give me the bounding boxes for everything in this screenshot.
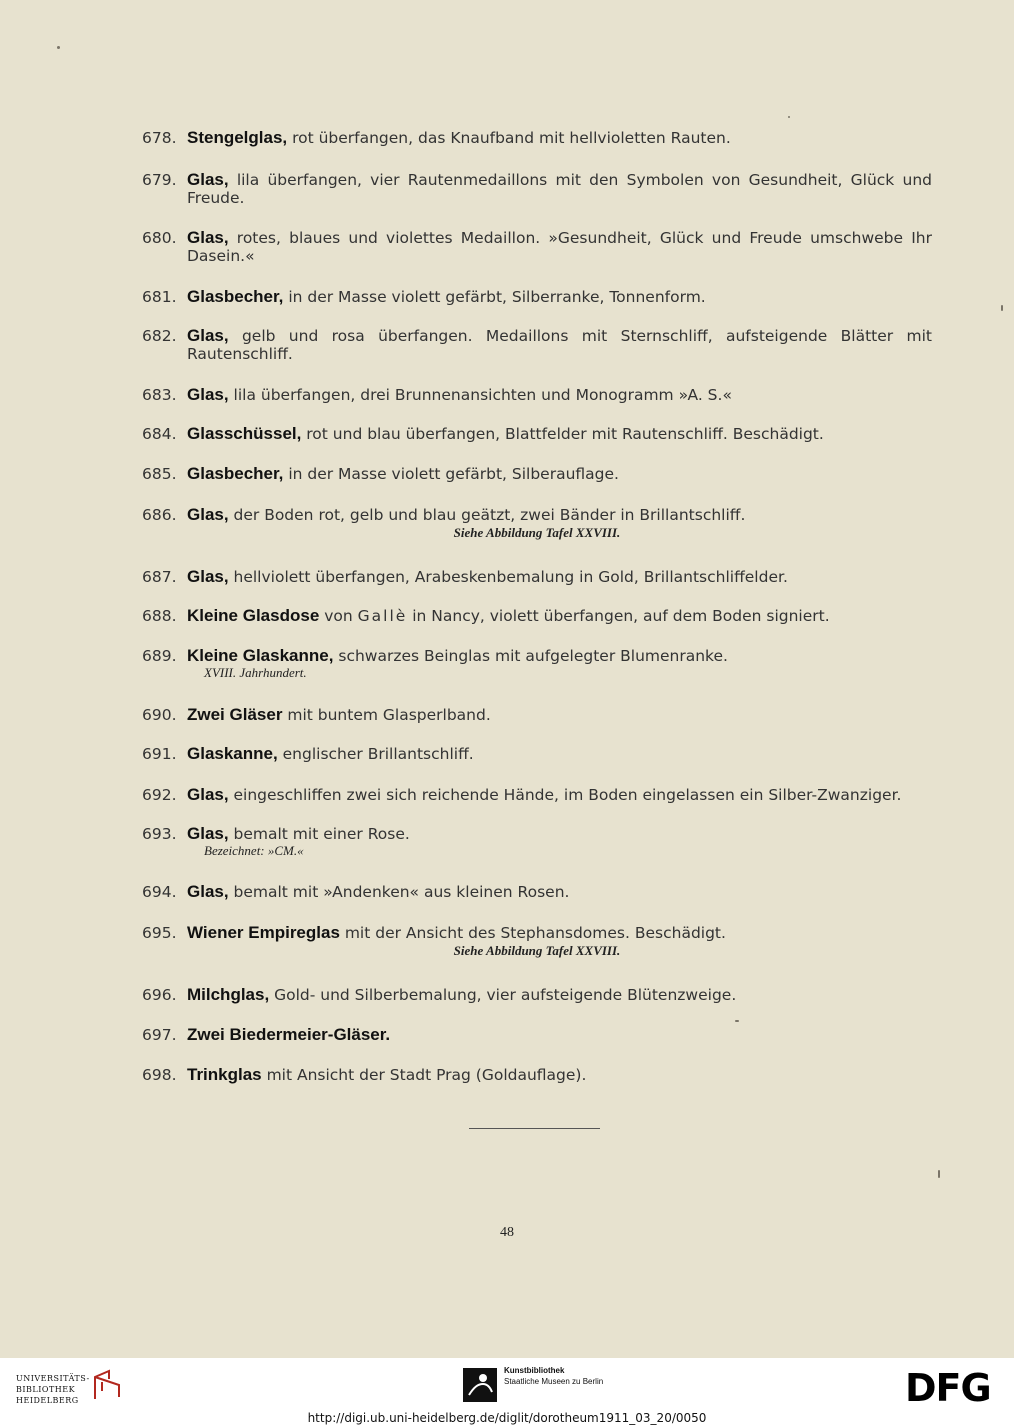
lot-description: schwarzes Beinglas mit aufgelegter Blumenranke.: [333, 647, 728, 665]
lot-title: Glas,: [187, 228, 229, 247]
university-line: UNIVERSITÄTS-: [16, 1374, 90, 1383]
entry-683: [142, 386, 932, 404]
entry-696: [142, 986, 932, 1004]
university-library-name: [16, 1373, 90, 1406]
entry-697: [142, 1026, 932, 1044]
lot-title: Milchglas,: [187, 985, 270, 1004]
lot-number: 680.: [142, 229, 177, 247]
lot-number: 684.: [142, 425, 177, 443]
entry-679: [142, 171, 932, 207]
entry-693: [142, 825, 932, 859]
lot-title: Glas,: [187, 785, 229, 804]
lot-title: Glasbecher,: [187, 287, 284, 306]
lot-number: 696.: [142, 986, 177, 1004]
lot-title: Kleine Glaskanne,: [187, 646, 334, 665]
lot-title: Glas,: [187, 326, 229, 345]
lot-description: mit Ansicht der Stadt Prag (Goldauflage).: [261, 1066, 587, 1084]
lot-title: Glas,: [187, 170, 229, 189]
lot-title: Glas,: [187, 824, 229, 843]
lot-number: 698.: [142, 1066, 177, 1084]
lot-note: XVIII. Jahrhundert.: [204, 665, 307, 680]
lot-number: 682.: [142, 327, 177, 345]
entry-698: [142, 1066, 932, 1084]
lot-title: Zwei Biedermeier-Gläser.: [187, 1025, 391, 1044]
section-divider: [469, 1128, 600, 1129]
lot-number: 694.: [142, 883, 177, 901]
lot-number: 678.: [142, 129, 177, 147]
dfg-logo: DFG: [905, 1366, 991, 1410]
entry-695: [142, 924, 932, 960]
lot-title: Glaskanne,: [187, 744, 278, 763]
plate-reference: Siehe Abbildung Tafel XXVIII.: [453, 525, 621, 540]
lot-number: 681.: [142, 288, 177, 306]
lot-number: 691.: [142, 745, 177, 763]
paper-speck: [735, 1020, 739, 1022]
lot-title: Glasschüssel,: [187, 424, 302, 443]
lot-description: rot überfangen, das Knaufband mit hellvioletten Rauten.: [287, 129, 731, 147]
footer-bar: [0, 1358, 1014, 1428]
lot-description: eingeschliffen zwei sich reichende Hände, im Boden eingelassen ein Silber-Zwanziger.: [228, 786, 902, 804]
lot-note: Bezeichnet: »CM.«: [204, 843, 304, 858]
lot-description: lila überfangen, drei Brunnenansichten und Monogramm »A. S.«: [228, 386, 732, 404]
page-number: 48: [500, 1225, 514, 1240]
university-line: HEIDELBERG: [16, 1396, 79, 1405]
lot-number: 690.: [142, 706, 177, 724]
entry-691: [142, 745, 932, 763]
lot-number: 689.: [142, 647, 177, 665]
lot-title: Kleine Glasdose: [187, 606, 320, 625]
lot-description: bemalt mit einer Rose.: [228, 825, 410, 843]
lot-number: 693.: [142, 825, 177, 843]
entry-688: [142, 607, 932, 625]
lot-number: 683.: [142, 386, 177, 404]
entry-692: [142, 786, 932, 804]
entry-680: [142, 229, 932, 265]
lot-title: Glas,: [187, 505, 229, 524]
lot-number: 685.: [142, 465, 177, 483]
paper-speck: [938, 1170, 940, 1178]
lot-description: mit buntem Glasperlband.: [282, 706, 491, 724]
lot-title: Wiener Empireglas: [187, 923, 340, 942]
plate-reference: Siehe Abbildung Tafel XXVIII.: [453, 943, 621, 958]
kunstbibliothek-subtitle: Staatliche Museen zu Berlin: [504, 1377, 604, 1386]
entry-689: [142, 647, 932, 681]
entry-678: [142, 129, 932, 147]
lot-title: Stengelglas,: [187, 128, 288, 147]
lot-title: Glasbecher,: [187, 464, 284, 483]
university-line: BIBLIOTHEK: [16, 1385, 76, 1394]
paper-speck: [1001, 305, 1003, 311]
lot-description: hellviolett überfangen, Arabeskenbemalung in Gold, Brillantschliffelder.: [228, 568, 788, 586]
lot-description: Gold- und Silberbemalung, vier aufsteigende Blütenzweige.: [269, 986, 737, 1004]
lot-description: von: [319, 607, 358, 625]
lot-description: mit der Ansicht des Stephansdomes. Beschädigt.: [339, 924, 726, 942]
lot-description: englischer Brillantschliff.: [277, 745, 474, 763]
entry-694: [142, 883, 932, 901]
entry-685: [142, 465, 932, 483]
lot-title: Zwei Gläser: [187, 705, 283, 724]
entry-684: [142, 425, 932, 443]
lot-number: 692.: [142, 786, 177, 804]
permalink-url[interactable]: http://digi.ub.uni-heidelberg.de/diglit/dorotheum1911_03_20/0050: [307, 1411, 707, 1425]
lot-description: in der Masse violett gefärbt, Silberauflage.: [283, 465, 619, 483]
lot-title: Trinkglas: [187, 1065, 262, 1084]
lot-number: 686.: [142, 506, 177, 524]
lot-number: 697.: [142, 1026, 177, 1044]
lot-title: Glas,: [187, 882, 229, 901]
paper-speck: [57, 46, 60, 49]
lot-description: lila überfangen, vier Rautenmedaillons mit den Symbolen von Gesundheit, Glück und Freude.: [187, 171, 932, 207]
lot-title: Glas,: [187, 385, 229, 404]
lot-title: Glas,: [187, 567, 229, 586]
lot-description: gelb und rosa überfangen. Medaillons mit Sternschliff, aufsteigende Blätter mit Rautenschliff.: [187, 327, 932, 363]
lot-description: rot und blau überfangen, Blattfelder mit Rautenschliff. Beschädigt.: [301, 425, 824, 443]
lot-description: bemalt mit »Andenken« aus kleinen Rosen.: [228, 883, 570, 901]
kunstbibliothek-name: [504, 1365, 603, 1387]
maker-name: Gallè: [357, 607, 408, 625]
entry-687: [142, 568, 932, 586]
lot-number: 695.: [142, 924, 177, 942]
entry-681: [142, 288, 932, 306]
heidelberg-library-logo-icon: [92, 1368, 122, 1402]
lot-description: der Boden rot, gelb und blau geätzt, zwei Bänder in Brillantschliff.: [228, 506, 746, 524]
lot-number: 679.: [142, 171, 177, 189]
entry-686: [142, 506, 932, 542]
kunstbibliothek-title: Kunstbibliothek: [504, 1366, 565, 1375]
lot-description: rotes, blaues und violettes Medaillon. »Gesundheit, Glück und Freude umschwebe Ihr Dasein.«: [187, 229, 932, 265]
kunstbibliothek-logo-icon: [463, 1368, 497, 1402]
entry-682: [142, 327, 932, 363]
lot-description-cont: in Nancy, violett überfangen, auf dem Boden signiert.: [407, 607, 830, 625]
lot-number: 687.: [142, 568, 177, 586]
paper-speck: [788, 116, 790, 118]
lot-description: in der Masse violett gefärbt, Silberranke, Tonnenform.: [283, 288, 706, 306]
lot-number: 688.: [142, 607, 177, 625]
entry-690: [142, 706, 932, 724]
